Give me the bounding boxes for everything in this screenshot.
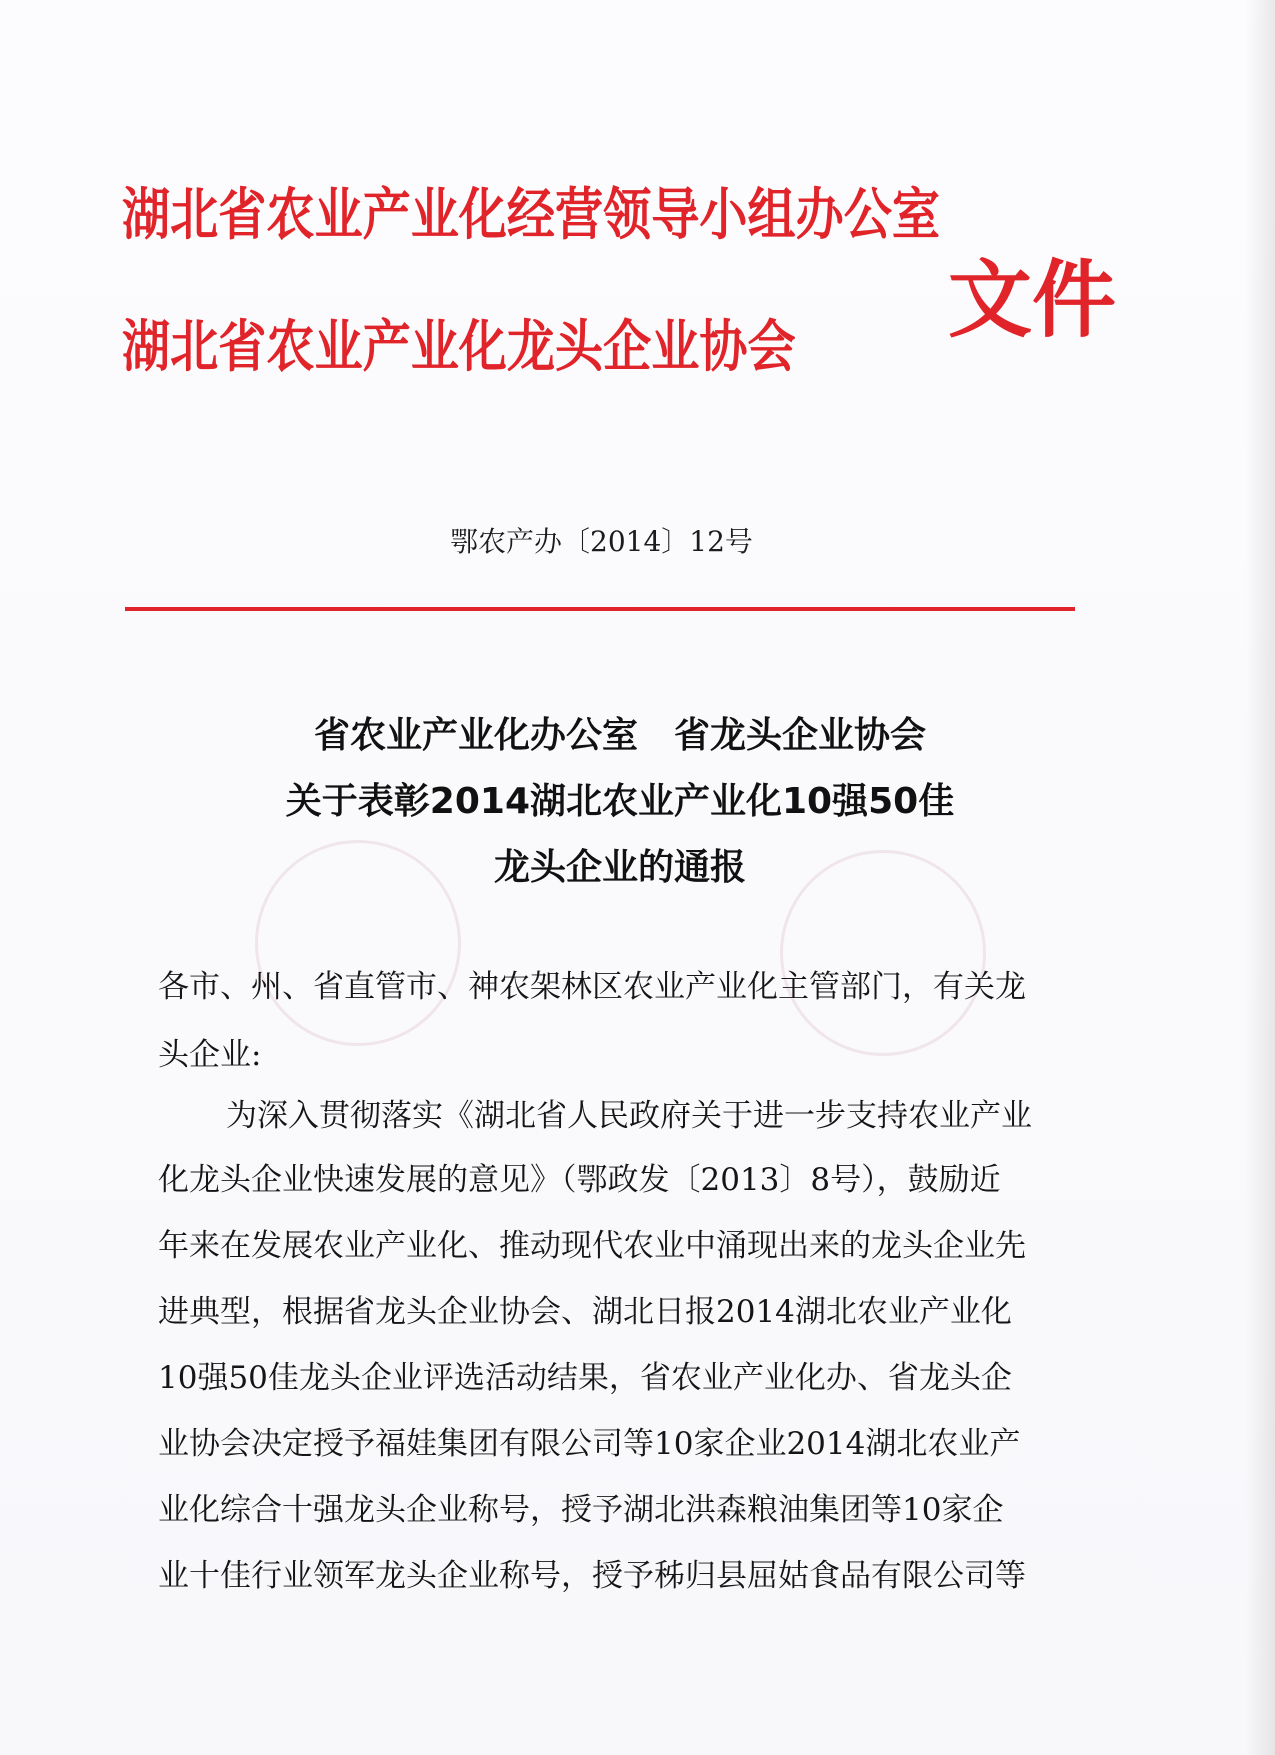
salutation-line-2: 头企业: [158, 1037, 262, 1073]
org-name-line-2: 湖北省农业产业化龙头企业协会 [122, 315, 796, 380]
title-line-1: 省农业产业化办公室 省龙头企业协会 [313, 715, 926, 756]
body-line: 业十佳行业领军龙头企业称号，授予秭归县屈姑食品有限公司等 [158, 1558, 1026, 1594]
document-number: 鄂农产办〔2014〕12号 [450, 525, 753, 558]
page-edge-shadow [1245, 0, 1275, 1755]
title-line-2: 关于表彰2014湖北农业产业化10强50佳 [285, 781, 955, 822]
body-line: 10强50佳龙头企业评选活动结果，省农业产业化办、省龙头企 [158, 1360, 1012, 1396]
body-line: 为深入贯彻落实《湖北省人民政府关于进一步支持农业产业 [226, 1098, 1032, 1134]
body-line: 进典型，根据省龙头企业协会、湖北日报2014湖北农业产业化 [158, 1294, 1012, 1330]
title-line-3: 龙头企业的通报 [493, 847, 746, 888]
body-line: 化龙头企业快速发展的意见》（鄂政发〔2013〕8号），鼓励近 [158, 1162, 1001, 1198]
body-line: 业化综合十强龙头企业称号，授予湖北洪森粮油集团等10家企 [158, 1492, 1004, 1528]
red-divider-line [125, 607, 1075, 611]
body-line: 年来在发展农业产业化、推动现代农业中涌现出来的龙头企业先 [158, 1228, 1026, 1264]
org-name-line-1: 湖北省农业产业化经营领导小组办公室 [122, 183, 940, 248]
document-type-label: 文件 [948, 251, 1117, 349]
body-line: 业协会决定授予福娃集团有限公司等10家企业2014湖北农业产 [158, 1426, 1021, 1462]
salutation-line-1: 各市、州、省直管市、神农架林区农业产业化主管部门，有关龙 [158, 969, 1026, 1005]
letterhead [122, 183, 1122, 408]
